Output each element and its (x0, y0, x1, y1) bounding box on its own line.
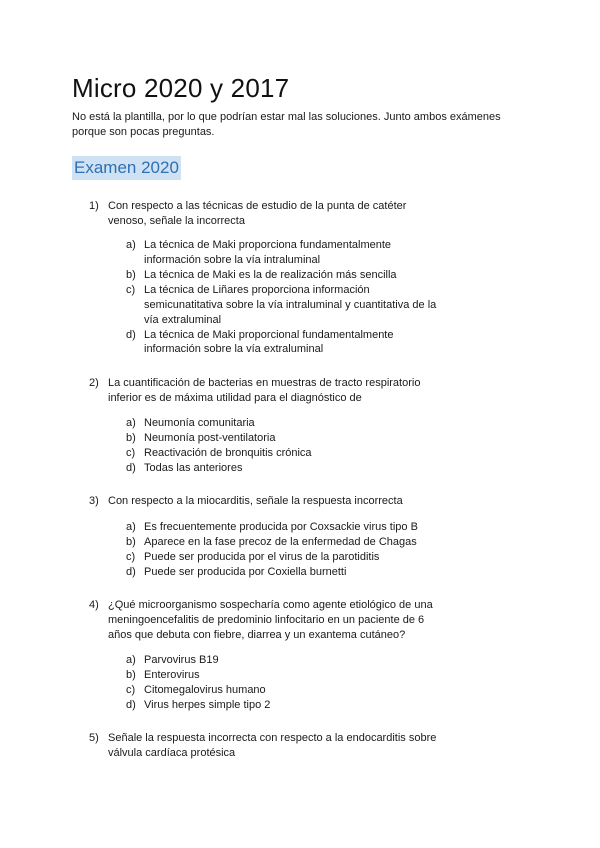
question-text-line: Señale la respuesta incorrecta con respecto a la endocarditis sobre (108, 732, 437, 744)
question-text (108, 199, 406, 229)
option-text-line: información sobre la vía extraluminal (144, 343, 324, 356)
option-text-line: semicunatitativa sobre la vía intraluminal y cuantitativa de la (144, 298, 437, 311)
option-letter: a) (126, 654, 136, 666)
question-text-line: Con respecto a las técnicas de estudio de la punta de catéter (108, 200, 407, 212)
option-text (144, 653, 219, 668)
option-text-line: La técnica de Maki es la de realización más sencilla (144, 269, 397, 281)
question-number: 1) (89, 200, 99, 212)
option-b (0, 431, 600, 446)
option-text-line: Puede ser producida por el virus de la parotiditis (144, 551, 380, 563)
option-letter: b) (126, 669, 136, 681)
options-list (0, 520, 600, 580)
option-text-line: La técnica de Maki proporcional fundamentalmente (144, 328, 394, 341)
option-c (0, 683, 600, 698)
options-list (0, 238, 600, 358)
option-text-line: Es frecuentemente producida por Coxsackie virus tipo B (144, 521, 418, 533)
option-text-line: Todas las anteriores (144, 462, 243, 474)
option-a (0, 238, 600, 268)
question-text-line: meningoencefalitis de predominio linfocitario en un paciente de 6 (108, 613, 425, 626)
option-text-line: La técnica de Maki proporciona fundamentalmente (144, 239, 392, 251)
option-text (144, 565, 346, 580)
option-letter: d) (126, 328, 136, 341)
option-text-line: Puede ser producida por Coxiella burnetti (144, 566, 347, 578)
question-text (108, 598, 433, 642)
option-b (0, 268, 600, 283)
intro-paragraph (72, 110, 542, 139)
question-text-line: válvula cardíaca protésica (108, 746, 236, 759)
option-text-line: Enterovirus (144, 669, 200, 681)
question-text (108, 731, 436, 761)
options-list (0, 416, 600, 476)
question-number: 2) (89, 377, 99, 389)
page-title: Micro 2020 y 2017 (72, 73, 290, 103)
intro-line: porque son pocas preguntas. (72, 125, 215, 138)
question-text (108, 494, 403, 509)
option-b (0, 668, 600, 683)
option-text-line: vía extraluminal (144, 313, 222, 326)
option-text (144, 238, 391, 268)
option-letter: a) (126, 521, 136, 533)
option-letter: c) (126, 284, 136, 296)
option-letter: b) (126, 536, 136, 548)
option-letter: b) (126, 432, 136, 444)
option-text (144, 520, 418, 535)
option-letter: d) (126, 462, 136, 474)
question-text-line: inferior es de máxima utilidad para el diagnóstico de (108, 391, 362, 404)
option-b (0, 535, 600, 550)
question-text (108, 376, 420, 406)
question-text-line: ¿Qué microorganismo sospecharía como agente etiológico de una (108, 599, 433, 611)
option-text (144, 683, 266, 698)
option-c (0, 283, 600, 328)
option-d (0, 698, 600, 713)
question-number: 4) (89, 599, 99, 611)
option-a (0, 416, 600, 431)
option-text-line: información sobre la vía intraluminal (144, 253, 321, 266)
option-d (0, 565, 600, 580)
intro-line: No está la plantilla, por lo que podrían estar mal las soluciones. Junto ambos exámenes (72, 111, 501, 123)
option-letter: a) (126, 239, 136, 251)
option-text-line: Neumonía comunitaria (144, 417, 255, 429)
option-d (0, 461, 600, 476)
option-text (144, 698, 270, 713)
question-number: 5) (89, 732, 99, 744)
option-d (0, 328, 600, 358)
option-letter: d) (126, 699, 136, 711)
option-text (144, 535, 417, 550)
option-text (144, 283, 436, 327)
question-text-line: venoso, señale la incorrecta (108, 214, 245, 227)
option-c (0, 446, 600, 461)
question-text-line: Con respecto a la miocarditis, señale la respuesta incorrecta (108, 495, 403, 507)
option-letter: c) (126, 551, 136, 563)
question-text-line: La cuantificación de bacterias en muestras de tracto respiratorio (108, 377, 421, 389)
option-c (0, 550, 600, 565)
option-letter: b) (126, 269, 136, 281)
option-letter: c) (126, 684, 136, 696)
question-number: 3) (89, 495, 99, 507)
option-letter: c) (126, 447, 136, 459)
option-a (0, 520, 600, 535)
question-text-line: años que debuta con fiebre, diarrea y un exantema cutáneo? (108, 628, 406, 641)
option-text-line: Neumonía post-ventilatoria (144, 432, 276, 444)
option-text (144, 668, 200, 683)
options-list (0, 653, 600, 713)
option-text (144, 416, 255, 431)
option-text-line: Reactivación de bronquitis crónica (144, 447, 312, 459)
option-text (144, 328, 393, 358)
option-text (144, 461, 242, 476)
option-text-line: Aparece en la fase precoz de la enfermedad de Chagas (144, 536, 417, 548)
option-text-line: Virus herpes simple tipo 2 (144, 699, 271, 711)
option-text (144, 550, 379, 565)
option-a (0, 653, 600, 668)
option-text (144, 431, 275, 446)
option-text-line: Citomegalovirus humano (144, 684, 266, 696)
option-text (144, 268, 397, 283)
option-text (144, 446, 312, 461)
option-letter: a) (126, 417, 136, 429)
section-heading: Examen 2020 (72, 156, 181, 180)
option-letter: d) (126, 566, 136, 578)
option-text-line: La técnica de Liñares proporciona información (144, 284, 370, 296)
option-text-line: Parvovirus B19 (144, 654, 219, 666)
